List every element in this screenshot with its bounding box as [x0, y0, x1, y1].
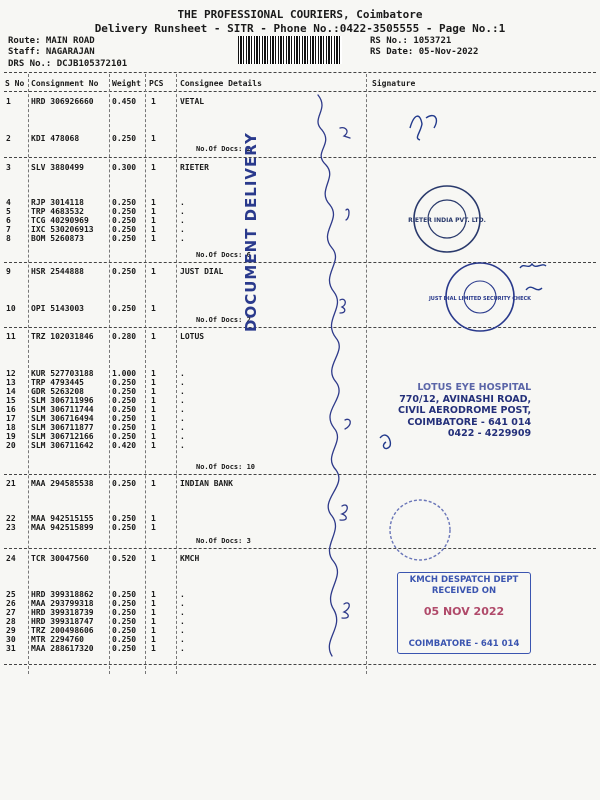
row-weight: 0.250 — [112, 378, 137, 387]
indian-bank-stamp — [390, 500, 450, 560]
row-weight: 0.250 — [112, 514, 137, 523]
row-consignment-no: MAA 294585538 — [31, 479, 94, 488]
row-sno: 2 — [6, 134, 11, 143]
row-pcs: 1 — [151, 405, 156, 414]
row-sno: 6 — [6, 216, 11, 225]
row-consignment-no: IXC 530206913 — [31, 225, 94, 234]
row-weight: 0.250 — [112, 423, 137, 432]
signature-1 — [410, 116, 436, 140]
kmch-stamp-title: KMCH DESPATCH DEPT — [409, 575, 519, 585]
row-consignment-no: MAA 942515155 — [31, 514, 94, 523]
header-weight: Weight — [112, 79, 141, 88]
row-weight: 0.520 — [112, 554, 137, 563]
row-weight: 0.250 — [112, 198, 137, 207]
row-consignment-no: KUR 527703188 — [31, 369, 94, 378]
row-pcs: 1 — [151, 369, 156, 378]
row-weight: 0.250 — [112, 396, 137, 405]
row-consignment-no: SLV 3880499 — [31, 163, 84, 172]
lotus-hospital-stamp — [398, 382, 531, 440]
row-weight: 0.250 — [112, 387, 137, 396]
row-weight: 0.250 — [112, 234, 137, 243]
row-weight: 0.250 — [112, 225, 137, 234]
docs-count: No.Of Docs: 10 — [196, 463, 256, 471]
row-consignee: . — [180, 441, 185, 450]
row-sno: 21 — [6, 479, 16, 488]
row-consignment-no: SLM 306716494 — [31, 414, 94, 423]
row-sno: 5 — [6, 207, 11, 216]
row-consignee: . — [180, 590, 185, 599]
row-sno: 31 — [6, 644, 16, 653]
row-sno: 19 — [6, 432, 16, 441]
row-consignee: . — [180, 414, 185, 423]
row-consignment-no: SLM 306711642 — [31, 441, 94, 450]
row-sno: 9 — [6, 267, 11, 276]
row-sno: 8 — [6, 234, 11, 243]
row-sno: 27 — [6, 608, 16, 617]
row-weight: 0.280 — [112, 332, 137, 341]
drs-label: DRS No.: DCJB105372101 — [8, 59, 128, 69]
row-consignment-no: BOM 5260873 — [31, 234, 84, 243]
row-pcs: 1 — [151, 267, 156, 276]
row-pcs: 1 — [151, 635, 156, 644]
row-consignment-no: TCG 40290969 — [31, 216, 89, 225]
row-consignee: . — [180, 207, 185, 216]
handwritten-mark — [340, 505, 347, 520]
row-weight: 0.250 — [112, 432, 137, 441]
row-pcs: 1 — [151, 198, 156, 207]
staff-label: Staff: NAGARAJAN — [8, 47, 95, 57]
row-consignee: . — [180, 617, 185, 626]
row-pcs: 1 — [151, 378, 156, 387]
docs-count: No.Of Docs: 6 — [196, 251, 251, 259]
row-consignee: . — [180, 225, 185, 234]
row-weight: 0.250 — [112, 207, 137, 216]
row-weight: 0.250 — [112, 523, 137, 532]
row-sno: 26 — [6, 599, 16, 608]
row-sno: 1 — [6, 97, 11, 106]
row-weight: 0.250 — [112, 304, 137, 313]
handwritten-mark — [346, 209, 349, 220]
row-weight: 0.250 — [112, 414, 137, 423]
row-sno: 11 — [6, 332, 16, 341]
header-sno: S No — [5, 79, 25, 88]
row-consignment-no: MTR 2294760 — [31, 635, 84, 644]
row-pcs: 1 — [151, 216, 156, 225]
row-pcs: 1 — [151, 423, 156, 432]
row-pcs: 1 — [151, 163, 156, 172]
row-consignee: . — [180, 198, 185, 207]
delivery-scribble-line — [318, 95, 339, 656]
row-consignee: . — [180, 396, 185, 405]
lotus-stamp-line: CIVIL AERODROME POST, — [398, 405, 532, 416]
row-consignee: . — [180, 369, 185, 378]
row-sno: 13 — [6, 378, 16, 387]
row-sno: 16 — [6, 405, 16, 414]
row-weight: 0.250 — [112, 608, 137, 617]
row-consignee: RIETER — [180, 163, 209, 172]
row-consignment-no: MAA 288617320 — [31, 644, 94, 653]
row-weight: 0.300 — [112, 163, 137, 172]
row-consignment-no: MAA 293799318 — [31, 599, 94, 608]
row-consignee: . — [180, 608, 185, 617]
rs-number: RS No.: 1053721 — [370, 36, 452, 46]
row-weight: 0.250 — [112, 479, 137, 488]
row-sno: 24 — [6, 554, 16, 563]
row-pcs: 1 — [151, 599, 156, 608]
route-label: Route: MAIN ROAD — [8, 36, 95, 46]
row-consignment-no: KDI 478068 — [31, 134, 80, 143]
rs-date: RS Date: 05-Nov-2022 — [370, 47, 479, 57]
handwritten-mark — [342, 603, 349, 618]
row-pcs: 1 — [151, 234, 156, 243]
docs-count: No.Of Docs: 2 — [196, 145, 251, 153]
handwritten-mark — [345, 419, 350, 429]
justdial-stamp-text: JUST DIAL LIMITED SECURITY CHECK — [428, 296, 532, 302]
row-weight: 0.250 — [112, 590, 137, 599]
row-pcs: 1 — [151, 207, 156, 216]
row-weight: 0.250 — [112, 216, 137, 225]
row-sno: 20 — [6, 441, 16, 450]
row-weight: 0.250 — [112, 644, 137, 653]
lotus-stamp-line: 0422 - 4229909 — [447, 428, 532, 439]
row-consignee: . — [180, 644, 185, 653]
kmch-stamp-city: COIMBATORE - 641 014 — [408, 639, 520, 649]
row-consignee: . — [180, 405, 185, 414]
row-consignee: . — [180, 626, 185, 635]
row-weight: 0.250 — [112, 617, 137, 626]
lotus-stamp-line: LOTUS EYE HOSPITAL — [417, 382, 532, 393]
row-sno: 30 — [6, 635, 16, 644]
justdial-stamp — [428, 263, 532, 331]
row-sno: 4 — [6, 198, 11, 207]
row-consignee: . — [180, 635, 185, 644]
row-consignee: . — [180, 387, 185, 396]
row-pcs: 1 — [151, 387, 156, 396]
row-sno: 25 — [6, 590, 16, 599]
row-weight: 0.250 — [112, 134, 137, 143]
row-consignee: . — [180, 234, 185, 243]
row-pcs: 1 — [151, 479, 156, 488]
row-sno: 22 — [6, 514, 16, 523]
row-consignee: . — [180, 216, 185, 225]
row-pcs: 1 — [151, 626, 156, 635]
lotus-stamp-line: COIMBATORE - 641 014 — [407, 416, 532, 428]
row-pcs: 1 — [151, 523, 156, 532]
rieter-stamp — [408, 186, 486, 252]
row-sno: 15 — [6, 396, 16, 405]
row-consignment-no: TRZ 200498606 — [31, 626, 94, 635]
row-pcs: 1 — [151, 396, 156, 405]
row-weight: 0.250 — [112, 626, 137, 635]
handwritten-mark — [340, 299, 345, 313]
row-sno: 7 — [6, 225, 11, 234]
row-consignee: JUST DIAL — [180, 267, 224, 276]
row-pcs: 1 — [151, 134, 156, 143]
row-consignment-no: HSR 2544888 — [31, 267, 84, 276]
row-pcs: 1 — [151, 97, 156, 106]
row-consignee: . — [180, 432, 185, 441]
row-pcs: 1 — [151, 432, 156, 441]
docs-count: No.Of Docs: 3 — [196, 537, 251, 545]
row-pcs: 1 — [151, 304, 156, 313]
header-signature: Signature — [372, 79, 416, 88]
row-consignment-no: TRP 4683532 — [31, 207, 84, 216]
row-consignment-no: OPI 5143003 — [31, 304, 84, 313]
row-sno: 14 — [6, 387, 16, 396]
handwritten-mark — [340, 128, 350, 138]
rieter-stamp-text: RIETER INDIA PVT. LTD. — [408, 217, 486, 224]
row-consignee: VETAL — [180, 97, 205, 106]
row-consignment-no: HRD 399318862 — [31, 590, 94, 599]
kmch-stamp-received: RECEIVED ON — [431, 586, 497, 596]
row-weight: 0.250 — [112, 599, 137, 608]
row-pcs: 1 — [151, 608, 156, 617]
header-consignee: Consignee Details — [180, 79, 262, 88]
kmch-received-stamp — [397, 572, 531, 654]
row-weight: 0.250 — [112, 267, 137, 276]
row-pcs: 1 — [151, 554, 156, 563]
signature-2 — [520, 264, 546, 290]
row-sno: 18 — [6, 423, 16, 432]
row-consignee: INDIAN BANK — [180, 479, 233, 488]
row-consignment-no: RJP 3014118 — [31, 198, 84, 207]
row-sno: 17 — [6, 414, 16, 423]
row-sno: 23 — [6, 523, 16, 532]
company-title: THE PROFESSIONAL COURIERS, Coimbatore — [177, 8, 423, 21]
row-consignee: . — [180, 378, 185, 387]
row-pcs: 1 — [151, 617, 156, 626]
signature-3 — [380, 435, 390, 449]
row-consignee: . — [180, 599, 185, 608]
row-pcs: 1 — [151, 441, 156, 450]
row-consignee: . — [180, 423, 185, 432]
row-weight: 0.250 — [112, 635, 137, 644]
row-consignment-no: HRD 306926660 — [31, 97, 94, 106]
row-consignee: KMCH — [180, 554, 200, 563]
row-consignment-no: TRP 4793445 — [31, 378, 84, 387]
row-weight: 0.420 — [112, 441, 137, 450]
runsheet-subtitle: Delivery Runsheet - SITR - Phone No.:0422-3505555 - Page No.:1 — [94, 22, 506, 35]
row-consignment-no: SLM 306711744 — [31, 405, 94, 414]
lotus-stamp-line: 770/12, AVINASHI ROAD, — [399, 393, 532, 405]
kmch-stamp-date: 05 NOV 2022 — [423, 605, 505, 618]
row-pcs: 1 — [151, 225, 156, 234]
row-sno: 3 — [6, 163, 11, 172]
row-consignment-no: SLM 306711996 — [31, 396, 94, 405]
row-pcs: 1 — [151, 590, 156, 599]
row-consignment-no: HRD 399318739 — [31, 608, 94, 617]
row-sno: 29 — [6, 626, 16, 635]
row-consignment-no: MAA 942515899 — [31, 523, 94, 532]
row-consignment-no: TRZ 102031846 — [31, 332, 94, 341]
row-consignment-no: GDR 5263208 — [31, 387, 84, 396]
row-consignment-no: HRD 399318747 — [31, 617, 94, 626]
row-sno: 10 — [6, 304, 16, 313]
document-delivery-stamp: DOCUMENT DELIVERY — [242, 132, 260, 332]
docs-count: No.Of Docs: 2 — [196, 316, 251, 324]
row-weight: 0.450 — [112, 97, 137, 106]
row-weight: 1.000 — [112, 369, 137, 378]
row-consignment-no: SLM 306712166 — [31, 432, 94, 441]
row-pcs: 1 — [151, 644, 156, 653]
header-pcs: PCS — [149, 79, 164, 88]
row-weight: 0.250 — [112, 405, 137, 414]
row-pcs: 1 — [151, 332, 156, 341]
row-sno: 28 — [6, 617, 16, 626]
header-consignment: Consignment No — [31, 79, 99, 88]
row-pcs: 1 — [151, 414, 156, 423]
row-consignment-no: SLM 306711877 — [31, 423, 94, 432]
row-consignee: LOTUS — [180, 332, 205, 341]
row-sno: 12 — [6, 369, 16, 378]
row-consignment-no: TCR 30047560 — [31, 554, 89, 563]
row-pcs: 1 — [151, 514, 156, 523]
